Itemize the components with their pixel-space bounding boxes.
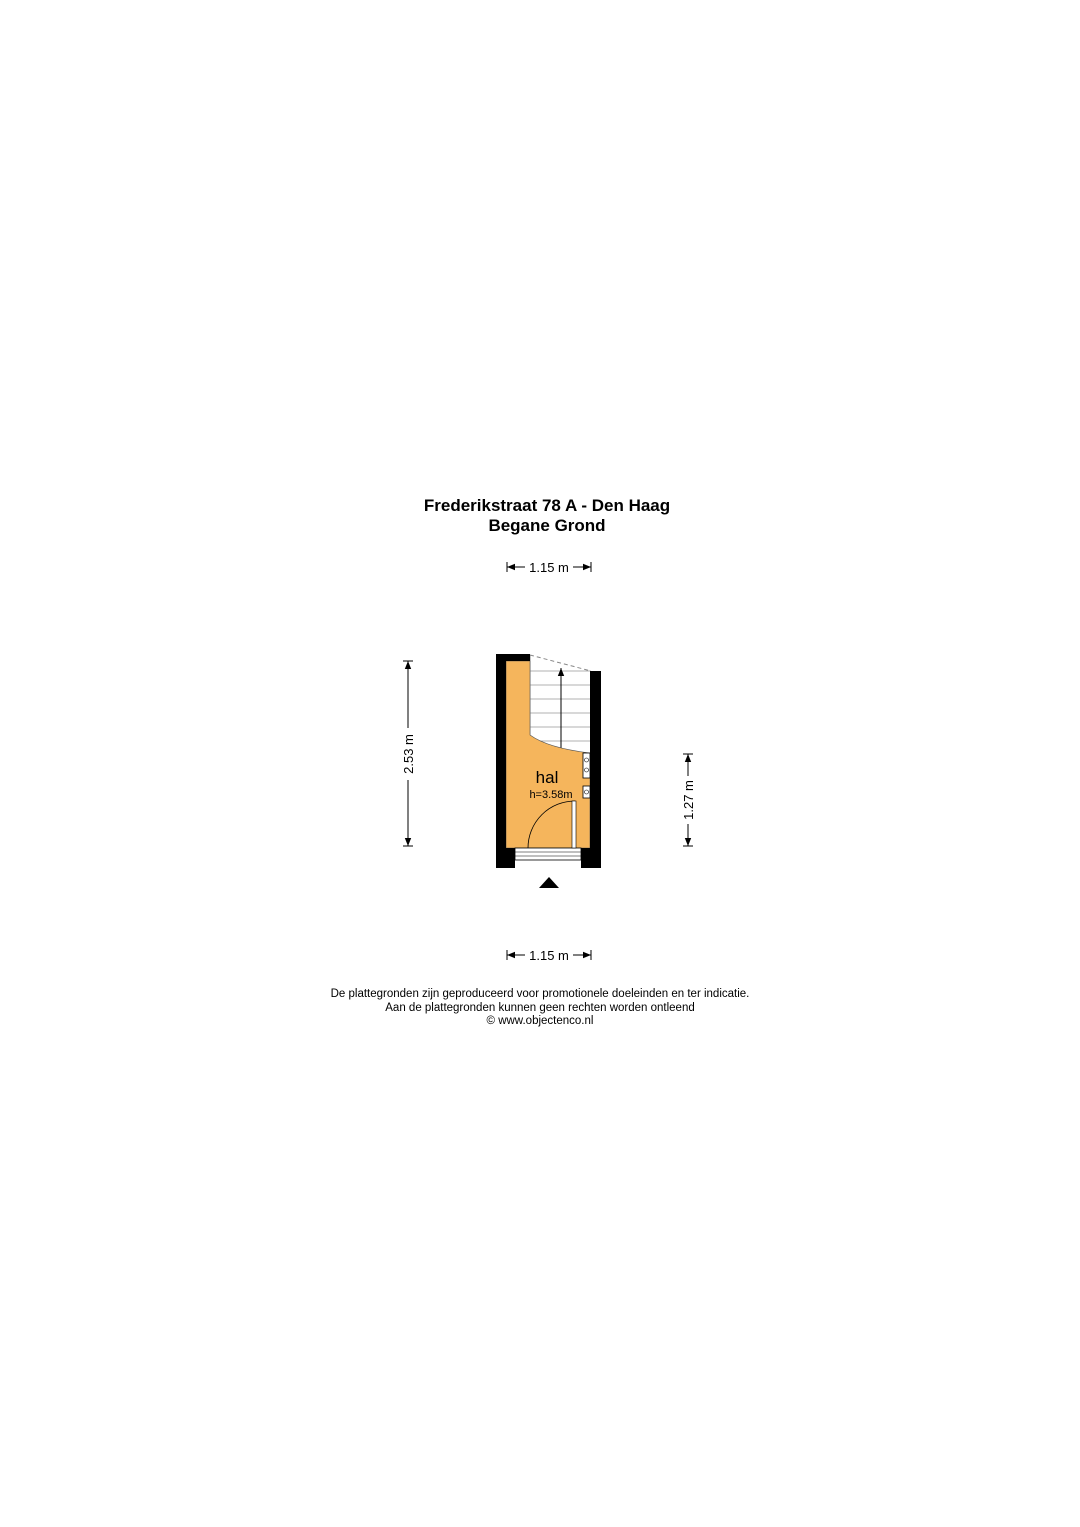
dimension-bottom-width	[507, 948, 591, 963]
staircase	[530, 655, 591, 752]
plan-title-floor: Begane Grond	[488, 516, 606, 535]
dimension-left-height-label: 2.53 m	[401, 734, 416, 774]
disclaimer-line-1: De plattegronden zijn geproduceerd voor promotionele doeleinden en ter indicatie.	[330, 988, 750, 1000]
door-threshold	[515, 848, 581, 860]
entrance-arrow-icon	[539, 877, 559, 888]
room-height-label: h=3.58m	[529, 789, 573, 801]
plan-title-address: Frederikstraat 78 A - Den Haag	[423, 496, 671, 515]
copyright-line: © www.objectenco.nl	[486, 1015, 594, 1027]
dimension-right-height-label: 1.27 m	[681, 780, 696, 820]
room-name-label: hal	[535, 768, 559, 787]
dimension-bottom-width-label: 1.15 m	[529, 948, 569, 963]
dimension-left-height	[401, 661, 416, 846]
dimension-top-width	[507, 560, 591, 575]
room-hal-area	[506, 661, 590, 848]
disclaimer-line-2: Aan de plattegronden kunnen geen rechten worden ontleend	[385, 1001, 695, 1014]
dimension-right-height	[681, 754, 696, 846]
meter-cupboard	[583, 753, 590, 798]
dimension-top-width-label: 1.15 m	[529, 560, 569, 575]
